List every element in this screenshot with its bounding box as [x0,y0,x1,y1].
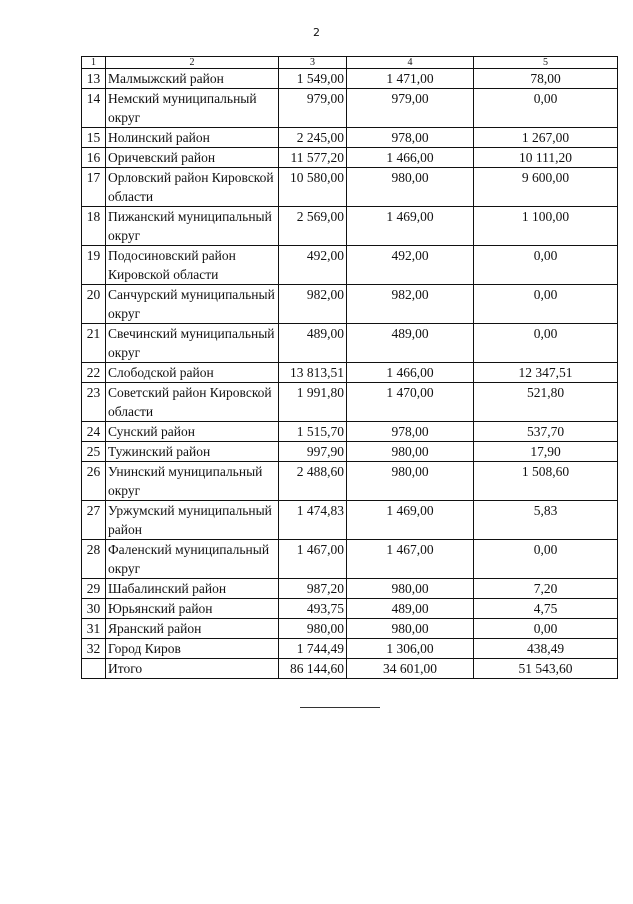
table-row [82,246,618,285]
value-col5: 78,00 [474,69,618,89]
row-number: 21 [82,324,106,363]
value-col4: 1 469,00 [347,501,474,540]
municipality-name: Оричевский район [106,148,279,168]
table-row [82,462,618,501]
value-col4: 1 471,00 [347,69,474,89]
row-number: 14 [82,89,106,128]
table-row [82,285,618,324]
municipality-name: Уржумский муниципальный район [106,501,279,540]
value-col4: 492,00 [347,246,474,285]
value-col3: 11 577,20 [279,148,347,168]
value-col4: 980,00 [347,168,474,207]
value-col4: 1 466,00 [347,148,474,168]
total-label: Итого [106,659,279,679]
row-number: 17 [82,168,106,207]
value-col5: 4,75 [474,599,618,619]
total-row [82,659,618,679]
table-row [82,148,618,168]
row-number: 13 [82,69,106,89]
municipality-name: Малмыжский район [106,69,279,89]
value-col5: 0,00 [474,285,618,324]
value-col4: 980,00 [347,619,474,639]
value-col5: 0,00 [474,324,618,363]
value-col4: 1 469,00 [347,207,474,246]
table-row [82,89,618,128]
value-col3: 2 245,00 [279,128,347,148]
allocation-table [81,56,618,679]
row-number: 26 [82,462,106,501]
closing-rule [300,707,380,708]
value-col4: 489,00 [347,599,474,619]
value-col5: 17,90 [474,442,618,462]
table-row [82,540,618,579]
row-number: 24 [82,422,106,442]
value-col3: 10 580,00 [279,168,347,207]
value-col3: 1 549,00 [279,69,347,89]
row-number: 30 [82,599,106,619]
table-row [82,207,618,246]
value-col5: 1 267,00 [474,128,618,148]
municipality-name: Фаленский муниципальный округ [106,540,279,579]
value-col5: 9 600,00 [474,168,618,207]
value-col4: 982,00 [347,285,474,324]
row-number: 25 [82,442,106,462]
row-number: 28 [82,540,106,579]
municipality-name: Нолинский район [106,128,279,148]
value-col4: 980,00 [347,579,474,599]
table-row [82,383,618,422]
table-row [82,324,618,363]
value-col3: 1 474,83 [279,501,347,540]
row-number: 18 [82,207,106,246]
value-col5: 438,49 [474,639,618,659]
value-col5: 537,70 [474,422,618,442]
column-header-4: 4 [347,57,474,69]
total-empty-cell [82,659,106,679]
municipality-name: Пижанский муниципальный округ [106,207,279,246]
municipality-name: Шабалинский район [106,579,279,599]
row-number: 32 [82,639,106,659]
value-col5: 1 508,60 [474,462,618,501]
column-number-row [82,57,618,69]
municipality-name: Подосиновский район Кировской области [106,246,279,285]
row-number: 31 [82,619,106,639]
column-header-1: 1 [82,57,106,69]
value-col3: 2 488,60 [279,462,347,501]
value-col3: 979,00 [279,89,347,128]
value-col4: 980,00 [347,442,474,462]
total-col3: 86 144,60 [279,659,347,679]
value-col5: 0,00 [474,89,618,128]
row-number: 16 [82,148,106,168]
value-col4: 978,00 [347,422,474,442]
row-number: 22 [82,363,106,383]
value-col4: 980,00 [347,462,474,501]
value-col3: 2 569,00 [279,207,347,246]
municipality-name: Унинский муниципальный округ [106,462,279,501]
row-number: 23 [82,383,106,422]
table-row [82,442,618,462]
value-col3: 987,20 [279,579,347,599]
total-col5: 51 543,60 [474,659,618,679]
value-col4: 1 467,00 [347,540,474,579]
value-col5: 0,00 [474,540,618,579]
page-number: 2 [313,26,320,39]
value-col3: 13 813,51 [279,363,347,383]
value-col5: 0,00 [474,619,618,639]
column-header-2: 2 [106,57,279,69]
municipality-name: Свечинский муниципальный округ [106,324,279,363]
column-header-3: 3 [279,57,347,69]
value-col3: 1 467,00 [279,540,347,579]
table-row [82,168,618,207]
value-col3: 1 744,49 [279,639,347,659]
value-col4: 1 306,00 [347,639,474,659]
municipality-name: Город Киров [106,639,279,659]
value-col5: 1 100,00 [474,207,618,246]
table-row [82,619,618,639]
municipality-name: Советский район Кировской области [106,383,279,422]
municipality-name: Санчурский муниципальный округ [106,285,279,324]
table-row [82,501,618,540]
table-row [82,69,618,89]
table-row [82,128,618,148]
row-number: 27 [82,501,106,540]
value-col3: 489,00 [279,324,347,363]
municipality-name: Сунский район [106,422,279,442]
value-col3: 493,75 [279,599,347,619]
value-col5: 0,00 [474,246,618,285]
value-col4: 1 470,00 [347,383,474,422]
table-row [82,639,618,659]
row-number: 19 [82,246,106,285]
value-col5: 7,20 [474,579,618,599]
total-col4: 34 601,00 [347,659,474,679]
municipality-name: Юрьянский район [106,599,279,619]
value-col3: 1 991,80 [279,383,347,422]
column-header-5: 5 [474,57,618,69]
row-number: 29 [82,579,106,599]
value-col5: 10 111,20 [474,148,618,168]
municipality-name: Немский муниципальный округ [106,89,279,128]
value-col4: 1 466,00 [347,363,474,383]
table-body [82,69,618,679]
value-col3: 980,00 [279,619,347,639]
value-col4: 979,00 [347,89,474,128]
municipality-name: Тужинский район [106,442,279,462]
value-col3: 492,00 [279,246,347,285]
table-row [82,363,618,383]
value-col5: 5,83 [474,501,618,540]
value-col4: 489,00 [347,324,474,363]
municipality-name: Слободской район [106,363,279,383]
value-col5: 521,80 [474,383,618,422]
municipality-name: Орловский район Кировской области [106,168,279,207]
table-row [82,579,618,599]
value-col3: 982,00 [279,285,347,324]
row-number: 15 [82,128,106,148]
row-number: 20 [82,285,106,324]
value-col3: 997,90 [279,442,347,462]
value-col3: 1 515,70 [279,422,347,442]
value-col5: 12 347,51 [474,363,618,383]
table-row [82,422,618,442]
value-col4: 978,00 [347,128,474,148]
municipality-name: Яранский район [106,619,279,639]
table-row [82,599,618,619]
